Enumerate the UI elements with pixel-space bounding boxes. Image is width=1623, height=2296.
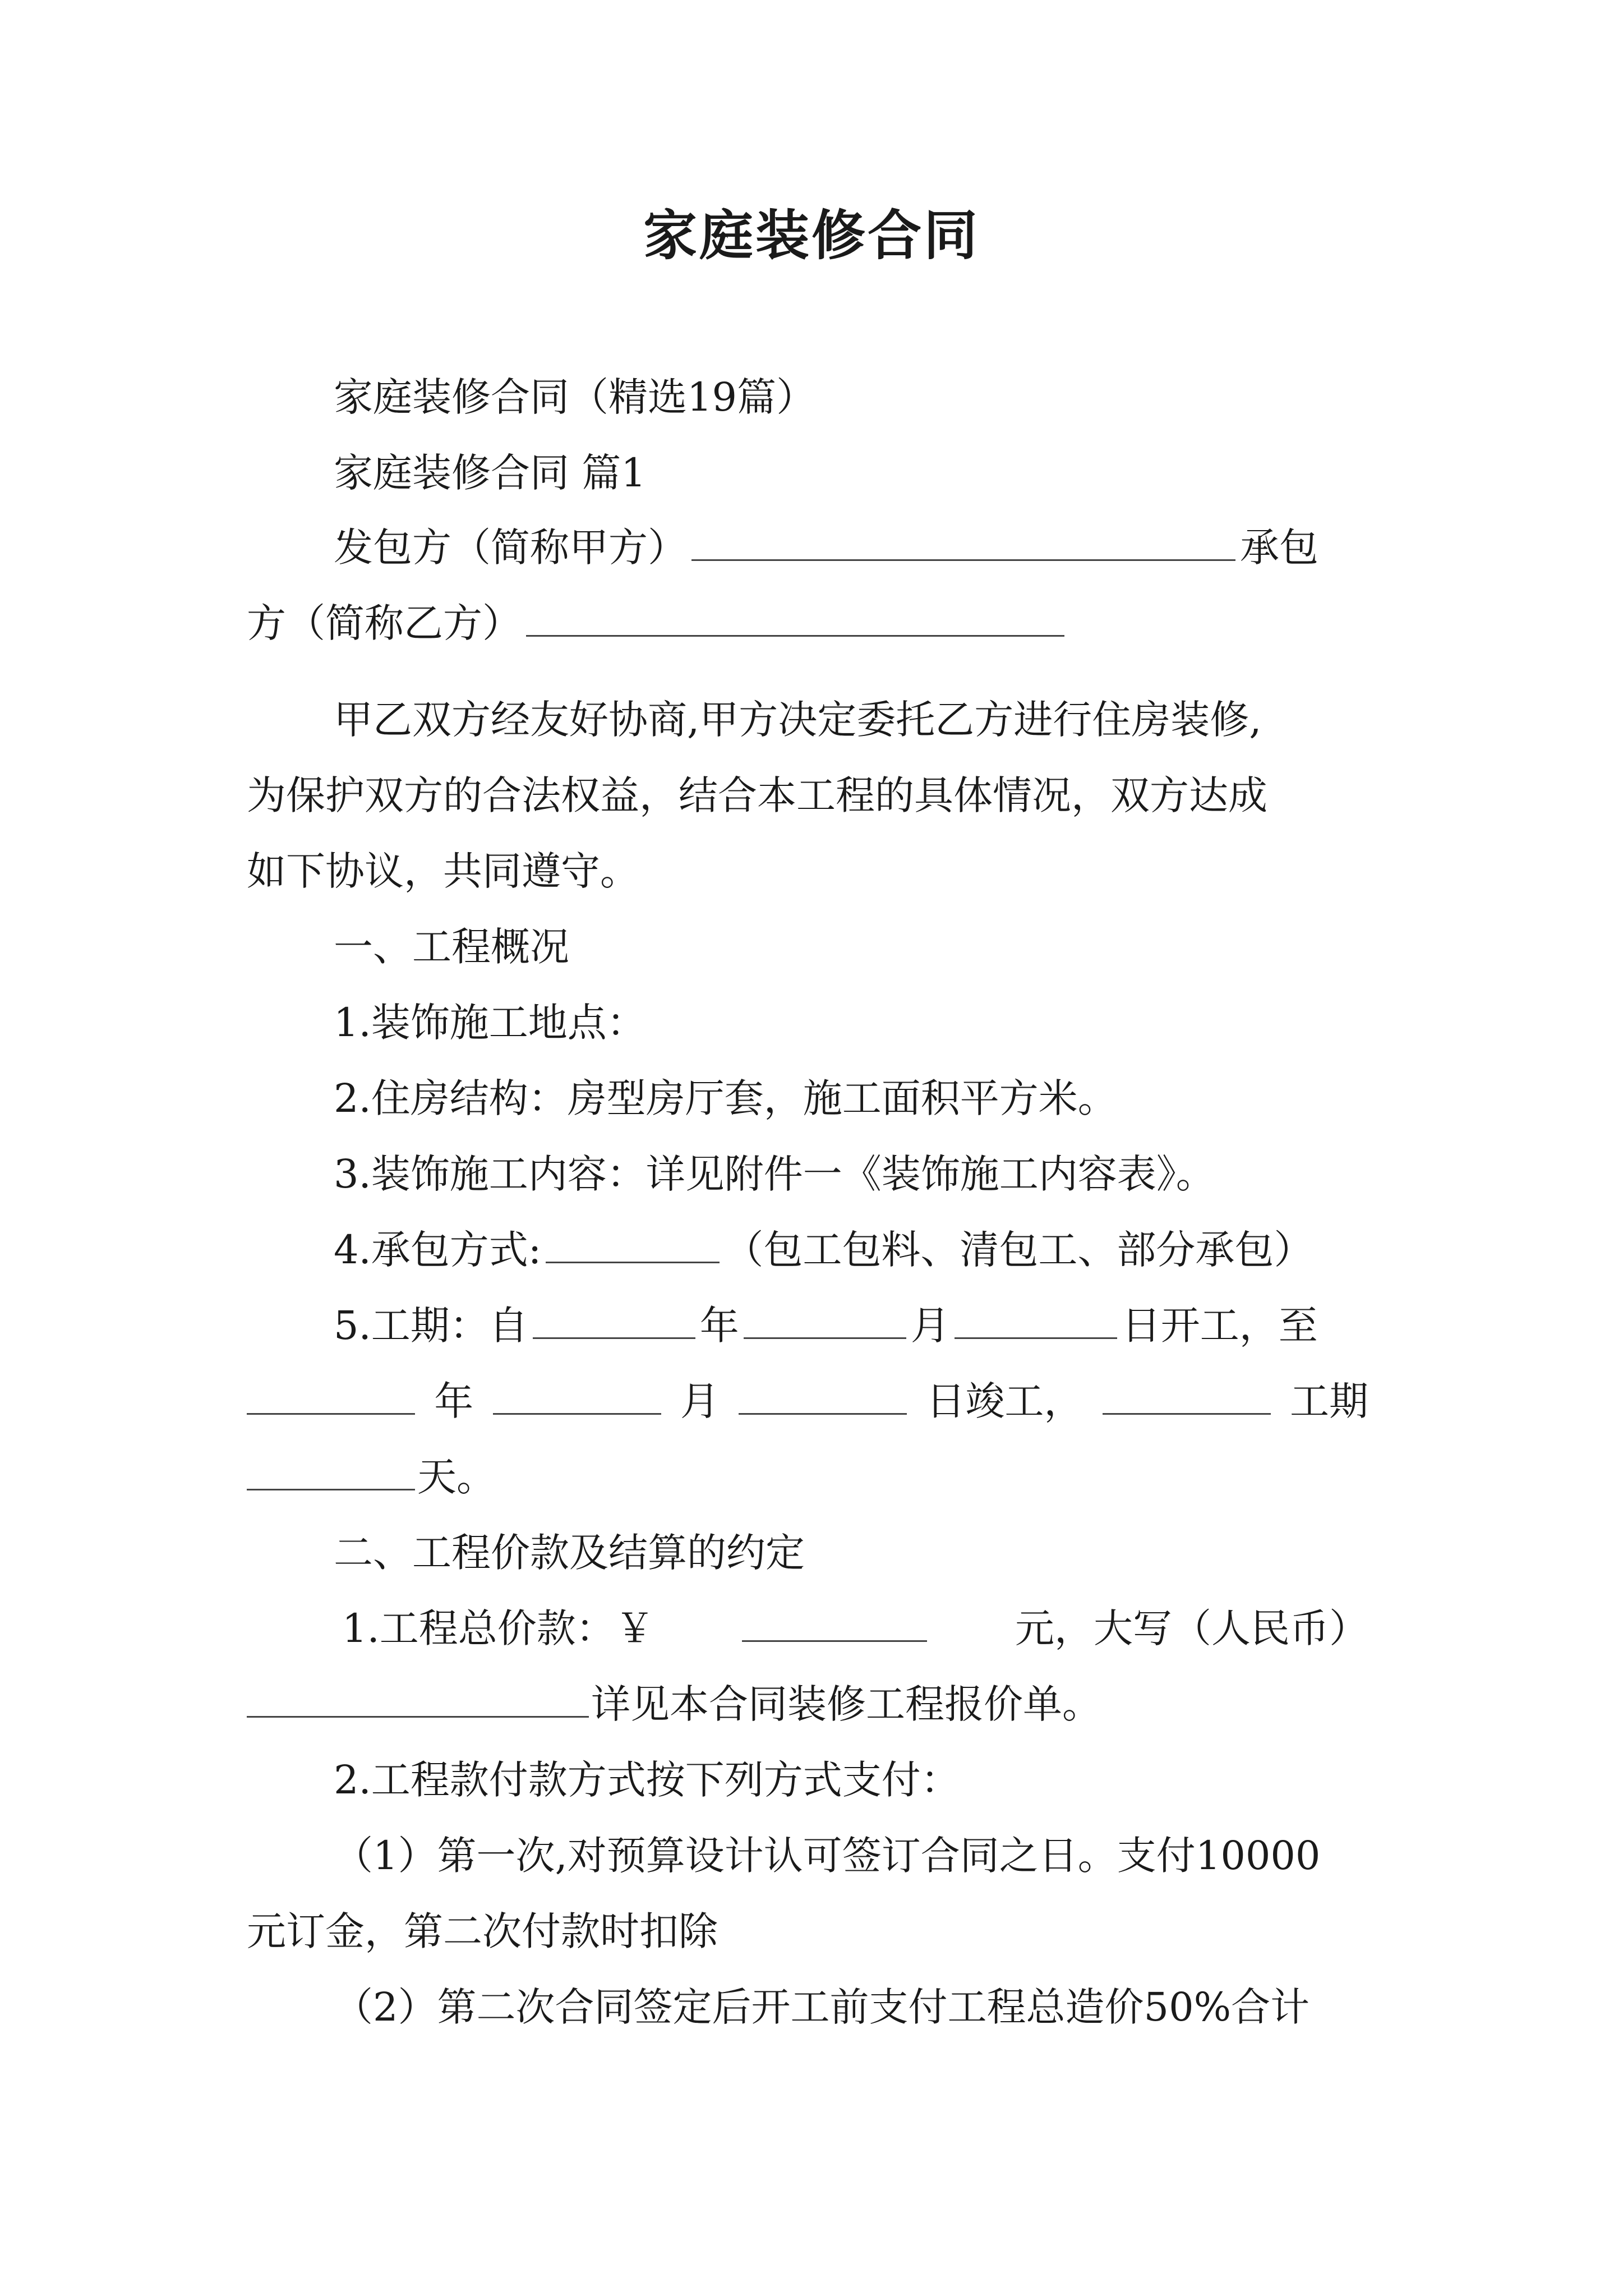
start-year-blank	[533, 1300, 695, 1339]
payment-1-line-2: 元订金，第二次付款时扣除	[247, 1908, 718, 1954]
part1-item-5-cont	[247, 1374, 1368, 1428]
part1-item-2: 2.住房结构：房型房厅套，施工面积平方米。	[334, 1075, 1117, 1121]
part1-heading: 一、工程概况	[334, 924, 569, 970]
contractor-line	[247, 596, 1069, 650]
payment-1-line-1: （1）第一次,对预算设计认可签订合同之日。支付10000	[334, 1833, 1321, 1879]
end-day-blank	[739, 1376, 907, 1415]
part2-item-1-cont	[247, 1677, 1101, 1731]
part1-item-4	[334, 1223, 1313, 1277]
total-price-tail: 详见本合同装修工程报价单。	[591, 1681, 1101, 1727]
item4-blank	[546, 1225, 720, 1263]
part1-item-5	[334, 1299, 1318, 1352]
part2-heading: 二、工程价款及结算的约定	[334, 1530, 805, 1576]
intro-line-1: 甲乙双方经友好协商,甲方决定委托乙方进行住房装修,	[334, 697, 1262, 743]
end-month-blank	[493, 1376, 661, 1415]
intro-line-2: 为保护双方的合法权益，结合本工程的具体情况，双方达成	[247, 772, 1267, 818]
employer-line	[334, 521, 1318, 574]
year-label: 年	[699, 1303, 739, 1349]
employer-blank	[691, 522, 1235, 561]
payment-2-line-1: （2）第二次合同签定后开工前支付工程总造价50%合计	[334, 1984, 1310, 2030]
part2-item-2: 2.工程款付款方式按下列方式支付：	[334, 1757, 960, 1803]
capital-amount-blank	[247, 1679, 589, 1718]
contractor-blank	[526, 598, 1064, 637]
end-year-blank	[247, 1376, 415, 1415]
document-title: 家庭装修合同	[643, 204, 980, 267]
days-label: 天。	[417, 1454, 496, 1500]
month-label: 月	[680, 1378, 720, 1424]
month-label: 月	[910, 1303, 950, 1349]
total-price-mid: 元，大写（人民币）	[1015, 1605, 1368, 1651]
section-heading: 家庭装修合同 篇1	[334, 450, 646, 496]
contractor-label-part2: 方（简称乙方）	[247, 600, 522, 646]
item4-label: 4.承包方式:	[334, 1227, 542, 1273]
contractor-label-part1: 承包	[1240, 524, 1318, 570]
total-price-blank	[742, 1603, 927, 1642]
item4-options: （包工包料、清包工、部分承包）	[724, 1227, 1313, 1273]
total-price-label: 1.工程总价款：￥	[342, 1605, 654, 1651]
days-blank	[247, 1452, 415, 1490]
start-month-blank	[744, 1300, 906, 1339]
period-label: 工期	[1289, 1378, 1368, 1424]
part1-item-1: 1.装饰施工地点：	[334, 1000, 646, 1046]
period-blank	[1103, 1376, 1271, 1415]
intro-line-3: 如下协议，共同遵守。	[247, 848, 639, 894]
end-label: 日竣工，	[926, 1378, 1083, 1424]
start-day-blank	[955, 1300, 1117, 1339]
item5-label: 5.工期：自	[334, 1303, 528, 1349]
start-label: 日开工，至	[1121, 1303, 1318, 1349]
part1-item-5-days	[247, 1450, 496, 1504]
part2-item-1	[342, 1602, 1368, 1655]
employer-label: 发包方（简称甲方）	[334, 524, 687, 570]
year-label: 年	[434, 1378, 474, 1424]
part1-item-3: 3.装饰施工内容：详见附件一《装饰施工内容表》。	[334, 1151, 1215, 1197]
subtitle: 家庭装修合同（精选19篇）	[334, 374, 816, 420]
